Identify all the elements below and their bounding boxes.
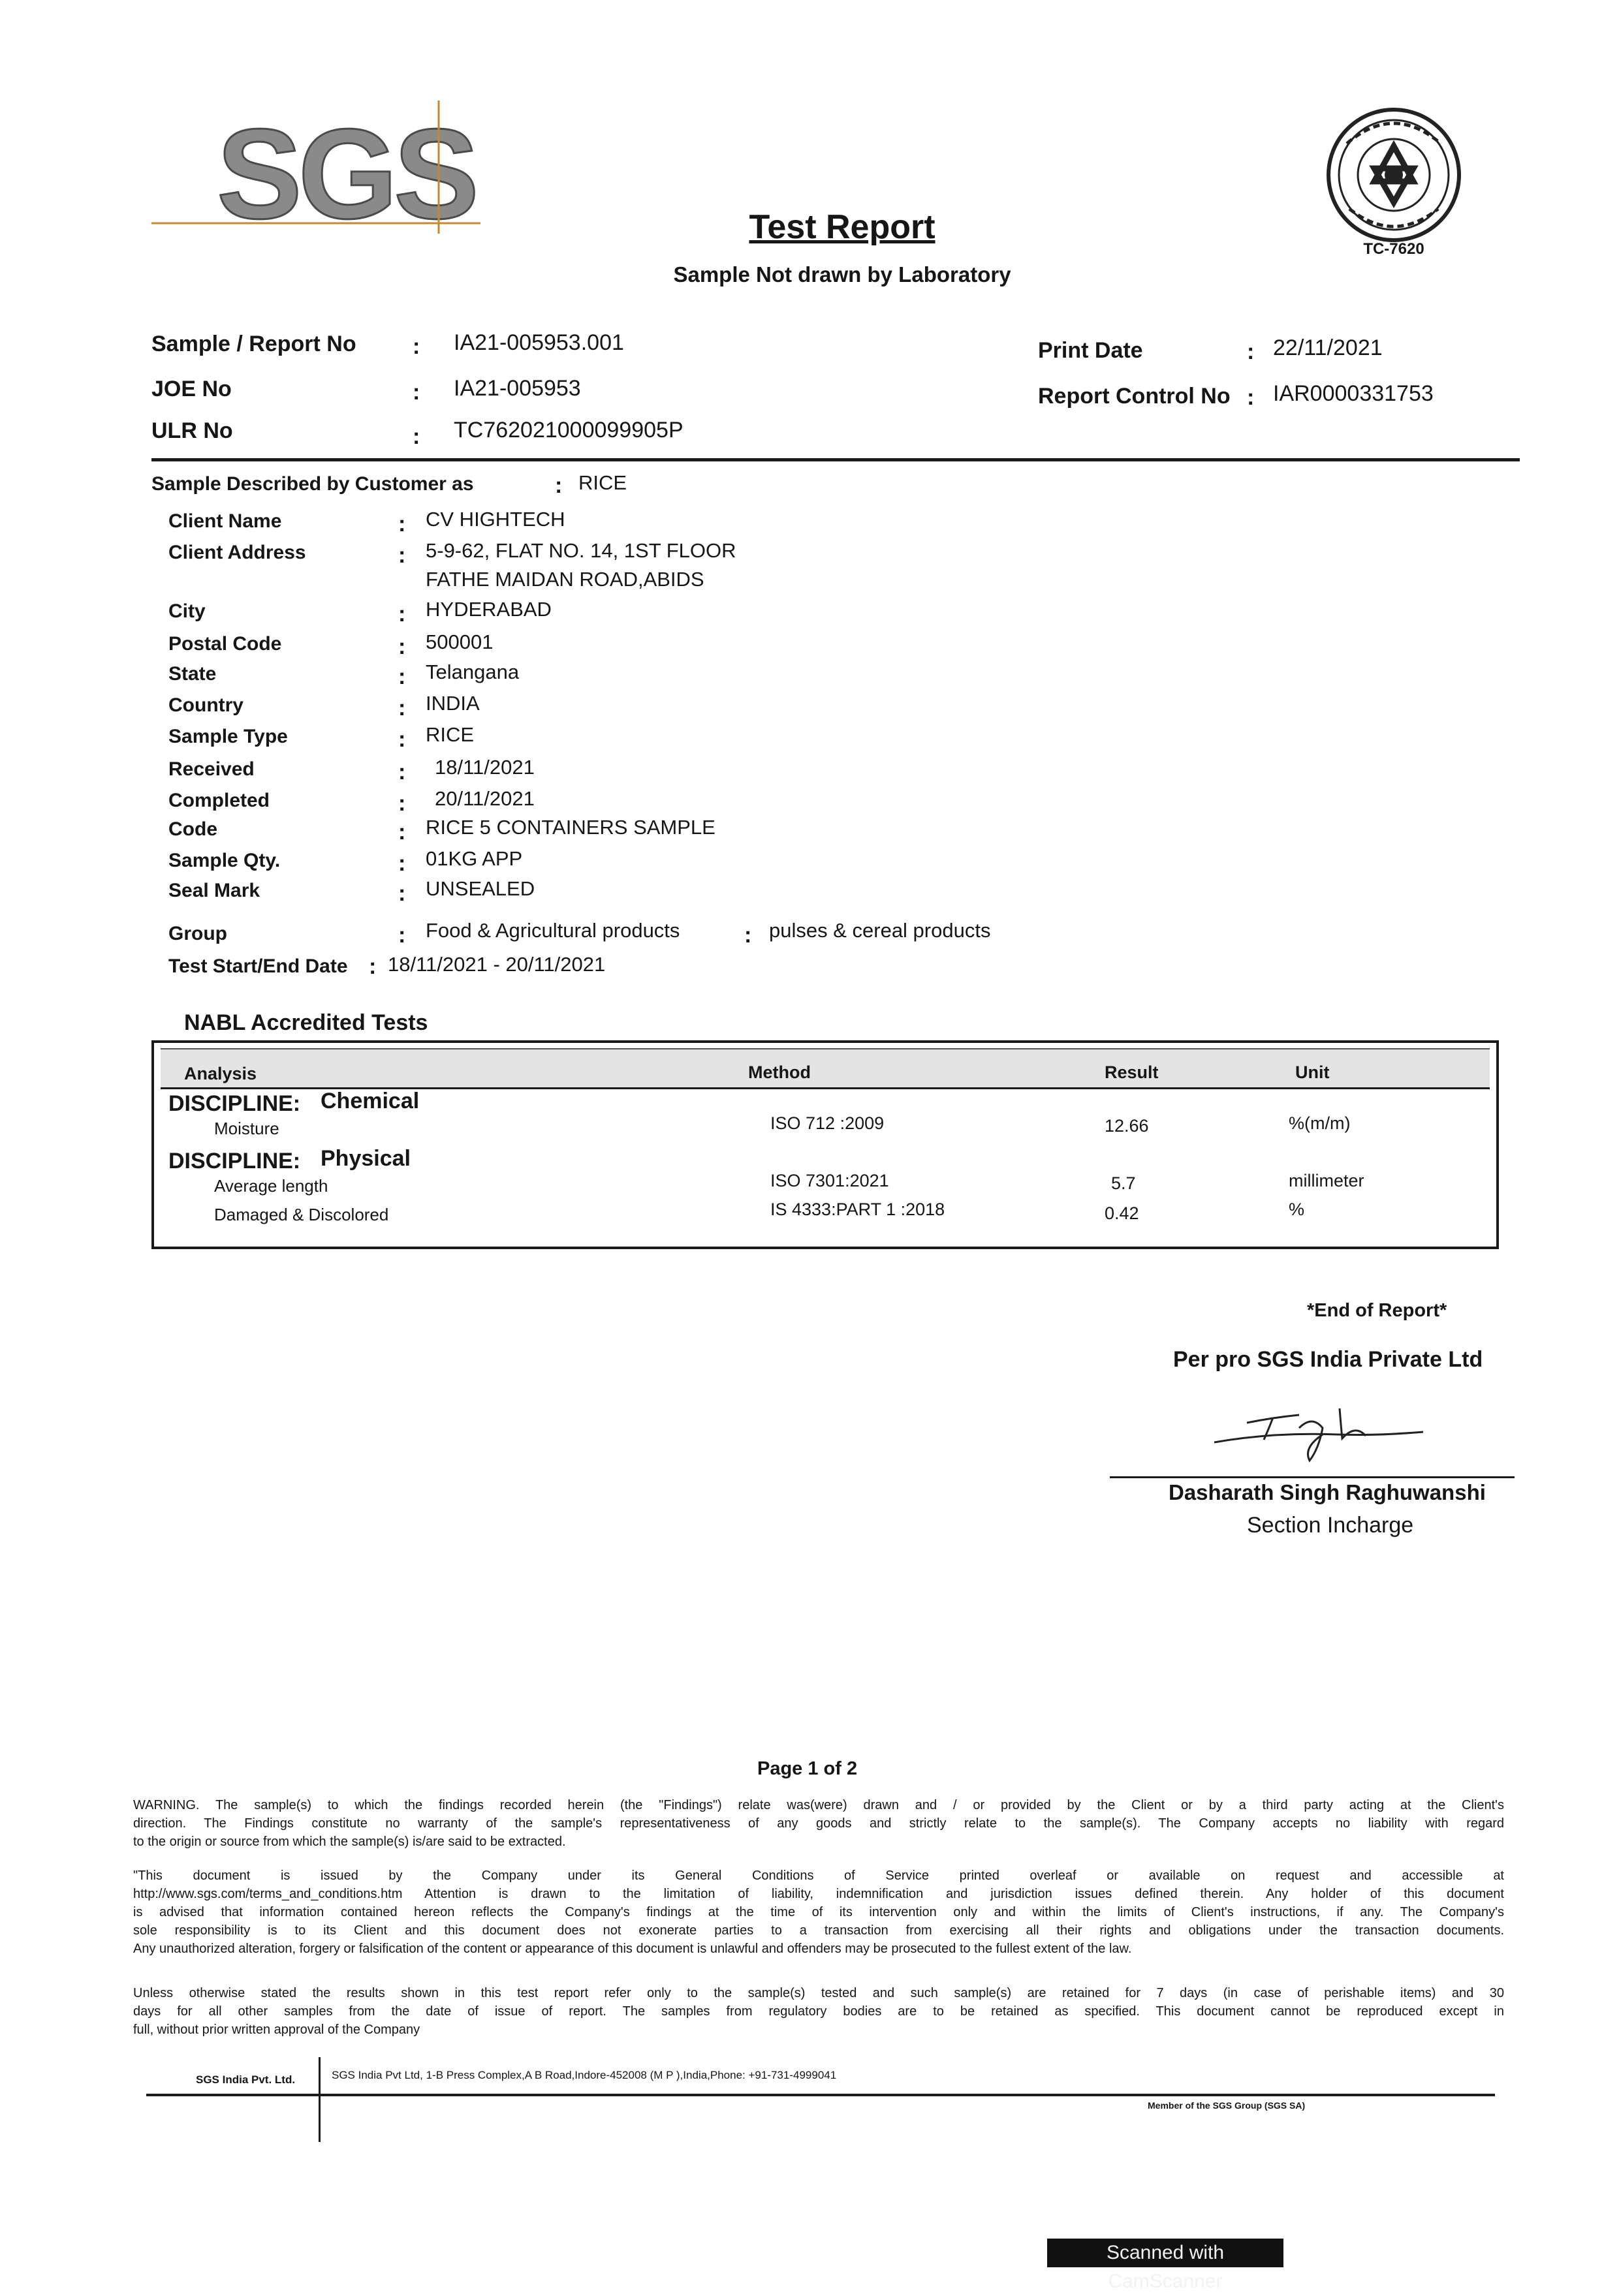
client-field-value: HYDERABAD xyxy=(426,598,552,621)
colon: : xyxy=(398,851,406,876)
colon: : xyxy=(398,634,406,659)
warning-line: to the origin or source from which the sample(s) is/are said to be extracted. xyxy=(133,1835,566,1849)
terms-line: http://www.sgs.com/terms_and_conditions.htm Attention is drawn to the limitation of liability, indemnification and jurisdiction issues defined therein. Any holder of this document xyxy=(133,1887,1504,1901)
unit-cell: % xyxy=(1289,1200,1305,1219)
colon: : xyxy=(398,791,406,816)
discipline-label: DISCIPLINE: xyxy=(168,1091,301,1116)
col-analysis: Analysis xyxy=(184,1064,257,1083)
client-field-value: RICE xyxy=(426,723,475,746)
company-short: SGS India Pvt. Ltd. xyxy=(196,2073,296,2086)
colon: : xyxy=(398,820,406,845)
group-subgroup: pulses & cereal products xyxy=(769,919,991,942)
client-field-value: 500001 xyxy=(426,630,494,653)
terms-line: "This document is issued by the Company under its General Conditions of Service printed overleaf or available on request and accessible at xyxy=(133,1869,1504,1883)
print-date-label: Print Date xyxy=(1038,338,1143,363)
retention-line: full, without prior written approval of the Company xyxy=(133,2023,420,2037)
colon: : xyxy=(398,760,406,784)
report-control-no-label: Report Control No xyxy=(1038,384,1231,409)
colon: : xyxy=(398,602,406,627)
report-title: Test Report xyxy=(749,208,935,246)
terms-line: sole responsibility is to its Client and this document does not exonerate parties to a transaction from exercising all their rights and obligations under the transaction documents. xyxy=(133,1923,1504,1938)
client-field-label: Client Address xyxy=(168,542,306,563)
report-subtitle: Sample Not drawn by Laboratory xyxy=(673,262,1011,287)
result-cell: 0.42 xyxy=(1105,1203,1139,1223)
unit-cell: %(m/m) xyxy=(1289,1113,1351,1133)
company-address: SGS India Pvt Ltd, 1-B Press Complex,A B Road,Indore-452008 (M P ),India,Phone: +91-731-4999041 xyxy=(332,2069,837,2081)
discipline-name: Physical xyxy=(321,1146,411,1171)
client-field-value: INDIA xyxy=(426,692,480,715)
discipline-name: Chemical xyxy=(321,1089,420,1113)
terms-text xyxy=(133,1867,1504,1958)
method-cell: ISO 712 :2009 xyxy=(770,1113,885,1133)
signature-line xyxy=(1110,1476,1515,1478)
signatory-title: Section Incharge xyxy=(1247,1513,1414,1538)
colon: : xyxy=(398,923,406,948)
per-pro-line: Per pro SGS India Private Ltd xyxy=(1173,1347,1483,1372)
col-result: Result xyxy=(1105,1063,1159,1082)
page-number: Page 1 of 2 xyxy=(757,1758,858,1779)
footer-rule xyxy=(146,2094,1495,2096)
warning-line: direction. The Findings constitute no warranty of the sample's representativeness of any goods and strictly relate to the sample(s). The Company accepts no liability with regard xyxy=(133,1816,1504,1831)
method-cell: IS 4333:PART 1 :2018 xyxy=(770,1200,945,1219)
unit-cell: millimeter xyxy=(1289,1171,1364,1190)
nabl-table xyxy=(151,1040,1499,1249)
sample-described-label: Sample Described by Customer as xyxy=(151,473,474,495)
accreditation-seal xyxy=(1315,104,1472,261)
colon: : xyxy=(398,664,406,689)
nabl-heading: NABL Accredited Tests xyxy=(184,1010,428,1035)
client-field-label: Sample Qty. xyxy=(168,850,281,871)
colon: : xyxy=(413,380,420,405)
ulr-no: TC762021000099905P xyxy=(454,418,684,442)
colon: : xyxy=(413,334,420,359)
client-field-value: RICE 5 CONTAINERS SAMPLE xyxy=(426,816,715,839)
footer-vertical-rule xyxy=(319,2057,321,2142)
sample-report-no: IA21-005953.001 xyxy=(454,330,624,355)
client-field-label: Country xyxy=(168,694,244,716)
method-cell: ISO 7301:2021 xyxy=(770,1171,889,1190)
ulr-no-label: ULR No xyxy=(151,418,233,443)
seal-code: TC-7620 xyxy=(1363,240,1424,258)
col-unit: Unit xyxy=(1295,1063,1330,1082)
client-field-value: Telangana xyxy=(426,660,520,683)
sgs-logo xyxy=(151,97,491,234)
client-field-label: Completed xyxy=(168,790,270,811)
sample-report-no-label: Sample / Report No xyxy=(151,332,356,356)
analysis-cell: Moisture xyxy=(214,1119,279,1138)
client-field-label: Client Name xyxy=(168,510,282,532)
client-field-value: FATHE MAIDAN ROAD,ABIDS xyxy=(426,568,704,591)
result-cell: 12.66 xyxy=(1105,1116,1149,1136)
signatory-name: Dasharath Singh Raghuwanshi xyxy=(1169,1480,1486,1504)
discipline-label: DISCIPLINE: xyxy=(168,1149,301,1173)
sgs-logo-text: SGS xyxy=(217,102,475,234)
colon: : xyxy=(398,881,406,906)
colon: : xyxy=(398,696,406,721)
test-dates-value: 18/11/2021 - 20/11/2021 xyxy=(388,953,606,976)
client-field-label: Code xyxy=(168,818,217,840)
member-text: Member of the SGS Group (SGS SA) xyxy=(1148,2100,1306,2111)
retention-line: Unless otherwise stated the results shown in this test report refer only to the sample(s) tested and such sample(s) are retained for 7 days (in case of perishable items) and 30 xyxy=(133,1986,1504,2000)
client-field-label: Seal Mark xyxy=(168,880,260,901)
colon: : xyxy=(398,543,406,568)
camscanner-watermark: Scanned with CamScanner xyxy=(1047,2239,1283,2267)
client-field-label: City xyxy=(168,600,206,622)
client-field-value: 5-9-62, FLAT NO. 14, 1ST FLOOR xyxy=(426,539,736,562)
end-of-report: *End of Report* xyxy=(1307,1300,1447,1321)
terms-line: Any unauthorized alteration, forgery or falsification of the content or appearance of this document is unlawful and offenders may be prosecuted to the fullest extent of the law. xyxy=(133,1942,1132,1956)
table-header xyxy=(161,1048,1490,1089)
report-control-no: IAR0000331753 xyxy=(1273,381,1434,406)
colon: : xyxy=(369,954,377,979)
client-field-value: 20/11/2021 xyxy=(435,787,535,810)
signature xyxy=(1201,1389,1436,1474)
colon: : xyxy=(1247,339,1255,364)
joe-no: IA21-005953 xyxy=(454,376,581,401)
retention-text xyxy=(133,1984,1504,2039)
client-field-value: CV HIGHTECH xyxy=(426,508,565,531)
analysis-cell: Average length xyxy=(214,1176,328,1196)
retention-line: days for all other samples from the date of issue of report. The samples from regulatory bodies are to be retained as specified. This document cannot be reproduced except in xyxy=(133,2004,1504,2019)
client-field-value: 01KG APP xyxy=(426,847,523,870)
client-field-label: State xyxy=(168,663,217,685)
result-cell: 5.7 xyxy=(1111,1173,1136,1193)
group-value: Food & Agricultural products xyxy=(426,919,680,942)
client-field-label: Postal Code xyxy=(168,633,282,655)
client-field-value: UNSEALED xyxy=(426,877,535,900)
sample-described-value: RICE xyxy=(578,471,627,494)
client-field-label: Sample Type xyxy=(168,726,288,747)
col-method: Method xyxy=(748,1063,811,1082)
colon: : xyxy=(398,512,406,536)
colon: : xyxy=(398,727,406,752)
colon: : xyxy=(555,473,563,498)
client-field-label: Received xyxy=(168,758,255,780)
analysis-cell: Damaged & Discolored xyxy=(214,1205,389,1224)
client-field-value: 18/11/2021 xyxy=(435,756,535,779)
group-label: Group xyxy=(168,923,227,944)
test-dates-label: Test Start/End Date xyxy=(168,955,348,977)
colon: : xyxy=(744,923,752,948)
terms-line: is advised that information contained hereon reflects the Company's findings at the time of its intervention only and within the limits of Client's instructions, if any. The Company's xyxy=(133,1905,1504,1919)
warning-line: WARNING. The sample(s) to which the findings recorded herein (the "Findings") relate was(were) drawn and / or provided by the Client or by a third party acting at the Client's xyxy=(133,1798,1504,1812)
colon: : xyxy=(1247,385,1255,410)
print-date: 22/11/2021 xyxy=(1273,335,1383,360)
joe-no-label: JOE No xyxy=(151,377,232,401)
warning-text xyxy=(133,1796,1504,1851)
header-divider xyxy=(151,458,1520,461)
colon: : xyxy=(413,424,420,449)
